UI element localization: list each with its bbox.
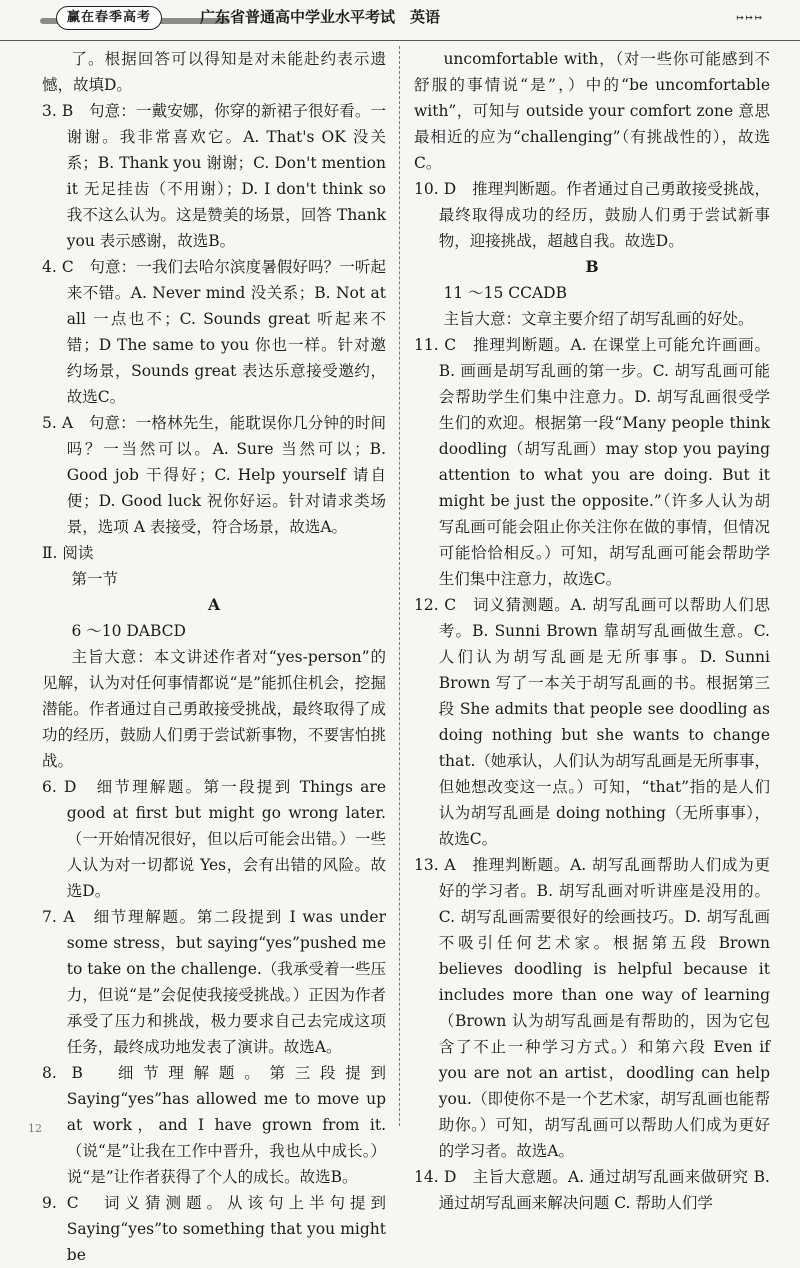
page-number: 12 (28, 1122, 42, 1135)
book-title: 广东省普通高中学业水平考试 英语 (200, 8, 441, 26)
answer-cont-2: 了。根据回答可以得知是对未能赴约表示遗憾，故填D。 (42, 50, 386, 94)
passage-b-heading: B (585, 257, 599, 276)
answer-13: 13. A 推理判断题。A. 胡写乱画帮助人们成为更好的学习者。B. 胡写乱画对听讲座是没用的。C. 胡写乱画需要很好的绘画技巧。D. 胡写乱画不吸引任何艺术家。根据第五段 Brown believes doodling is helpful because it includes more than one way of learning（Brown 认为胡写乱画是有帮助的，因为它包含了不止一种学习方式。）和第六段 Even if you are not an artist，doodling can help you.（即使你不是一个艺术家，胡写乱画也能帮助你。）可知，胡写乱画可以帮助人们成为更好的学习者。故选A。 (414, 856, 770, 1160)
left-column (42, 46, 386, 1268)
answer-14-start: 14. D 主旨大意题。A. 通过胡写乱画来做研究 B. 通过胡写乱画来解决问题 C. 帮助人们学 (414, 1168, 770, 1212)
answer-6: 6. D 细节理解题。第一段提到 Things are good at first but might go wrong later.（一开始情况很好，但以后可能会出错。）一些人认为对一切都说 Yes，会有出错的风险。故选D。 (42, 778, 386, 900)
answer-5: 5. A 句意：一格林先生，能耽误你几分钟的时间吗？一当然可以。A. Sure 当然可以；B. Good job 干得好；C. Help yourself 请自便；D. Good luck 祝你好运。针对请求类场景，选项 A 表接受，符合场景，故选A。 (42, 414, 386, 536)
passage-a-summary: 主旨大意：本文讲述作者对“yes-person”的见解，认为对任何事情都说“是”能抓住机会，挖掘潜能。作者通过自己勇敢接受挑战，最终取得了成功的经历，鼓励人们勇于尝试新事物，不要害怕挑战。 (42, 648, 386, 770)
subsection-1: 第一节 (71, 570, 118, 588)
right-column (414, 46, 770, 1216)
answer-12: 12. C 词义猜测题。A. 胡写乱画可以帮助人们思考。B. Sunni Brown 靠胡写乱画做生意。C. 人们认为胡写乱画是无所事事。D. Sunni Brown 写了一本关于胡写乱画的书。根据第三段 She admits that people see doodling as doing nothing but she wants to change that.（她承认，人们认为胡写乱画是无所事事，但她想改变这一点。）可知，“that”指的是人们认为胡写乱画是 doing nothing（无所事事），故选C。 (414, 596, 770, 848)
passage-b-summary: 主旨大意：文章主要介绍了胡写乱画的好处。 (443, 310, 754, 328)
answer-10: 10. D 推理判断题。作者通过自己勇敢接受挑战，最终取得成功的经历，鼓励人们勇于尝试新事物，迎接挑战，超越自我。故选D。 (414, 180, 770, 250)
section-reading: Ⅱ. 阅读 (42, 544, 94, 562)
page-header (0, 0, 800, 41)
answers-11-15: 11 ～15 CCADB (443, 284, 567, 302)
answer-9-start: 9. C 词义猜测题。从该句上半句提到 Saying“yes”to something that you might be (42, 1194, 386, 1264)
series-badge: 赢在春季高考 (56, 6, 162, 30)
passage-a-heading: A (207, 595, 221, 614)
answers-6-10: 6 ～10 DABCD (71, 622, 186, 640)
answer-11: 11. C 推理判断题。A. 在课堂上可能允许画画。B. 画画是胡写乱画的第一步。C. 胡写乱画可能会帮助学生们集中注意力。D. 胡写乱画很受学生们的欢迎。根据第一段“Many people think doodling（胡写乱画）may stop you paying attention to what you are doing. But it might be just the opposite.”（许多人认为胡写乱画可能会阻止你关注你在做的事情，但情况可能恰恰相反。）可知，胡写乱画可能会帮助学生们集中注意力，故选C。 (414, 336, 770, 588)
header-ornament: ↦↦↦ (736, 10, 764, 24)
answer-7: 7. A 细节理解题。第二段提到 I was under some stress，but saying“yes”pushed me to take on the challenge.（我承受着一些压力，但说“是”会促使我接受挑战。）正因为作者承受了压力和挑战，极力要求自己去完成这项任务，最终成功地发表了演讲。故选A。 (42, 908, 386, 1056)
column-divider (399, 46, 401, 1126)
answer-9-cont: uncomfortable with，（对一些你可能感到不舒服的事情说“是”，）中的“be uncomfortable with”，可知与 outside your comfort zone 意思最相近的应为“challenging”（有挑战性的），故选C。 (414, 50, 770, 172)
answer-8: 8. B 细节理解题。第三段提到 Saying“yes”has allowed me to move up at work，and I have grown from it.（说“是”让我在工作中晋升，我也从中成长。）说“是”让作者获得了个人的成长。故选B。 (42, 1064, 386, 1186)
answer-4: 4. C 句意：一我们去哈尔滨度暑假好吗？一听起来不错。A. Never mind 没关系；B. Not at all 一点也不；C. Sounds great 听起来不错；D The same to you 你也一样。针对邀约场景，Sounds great 表达乐意接受邀约，故选C。 (42, 258, 386, 406)
answer-3: 3. B 句意：一戴安娜，你穿的新裙子很好看。一谢谢。我非常喜欢它。A. That's OK 没关系；B. Thank you 谢谢；C. Don't mention it 无足挂齿（不用谢）；D. I don't think so 我不这么认为。这是赞美的场景，回答 Thank you 表示感谢，故选B。 (42, 102, 386, 250)
